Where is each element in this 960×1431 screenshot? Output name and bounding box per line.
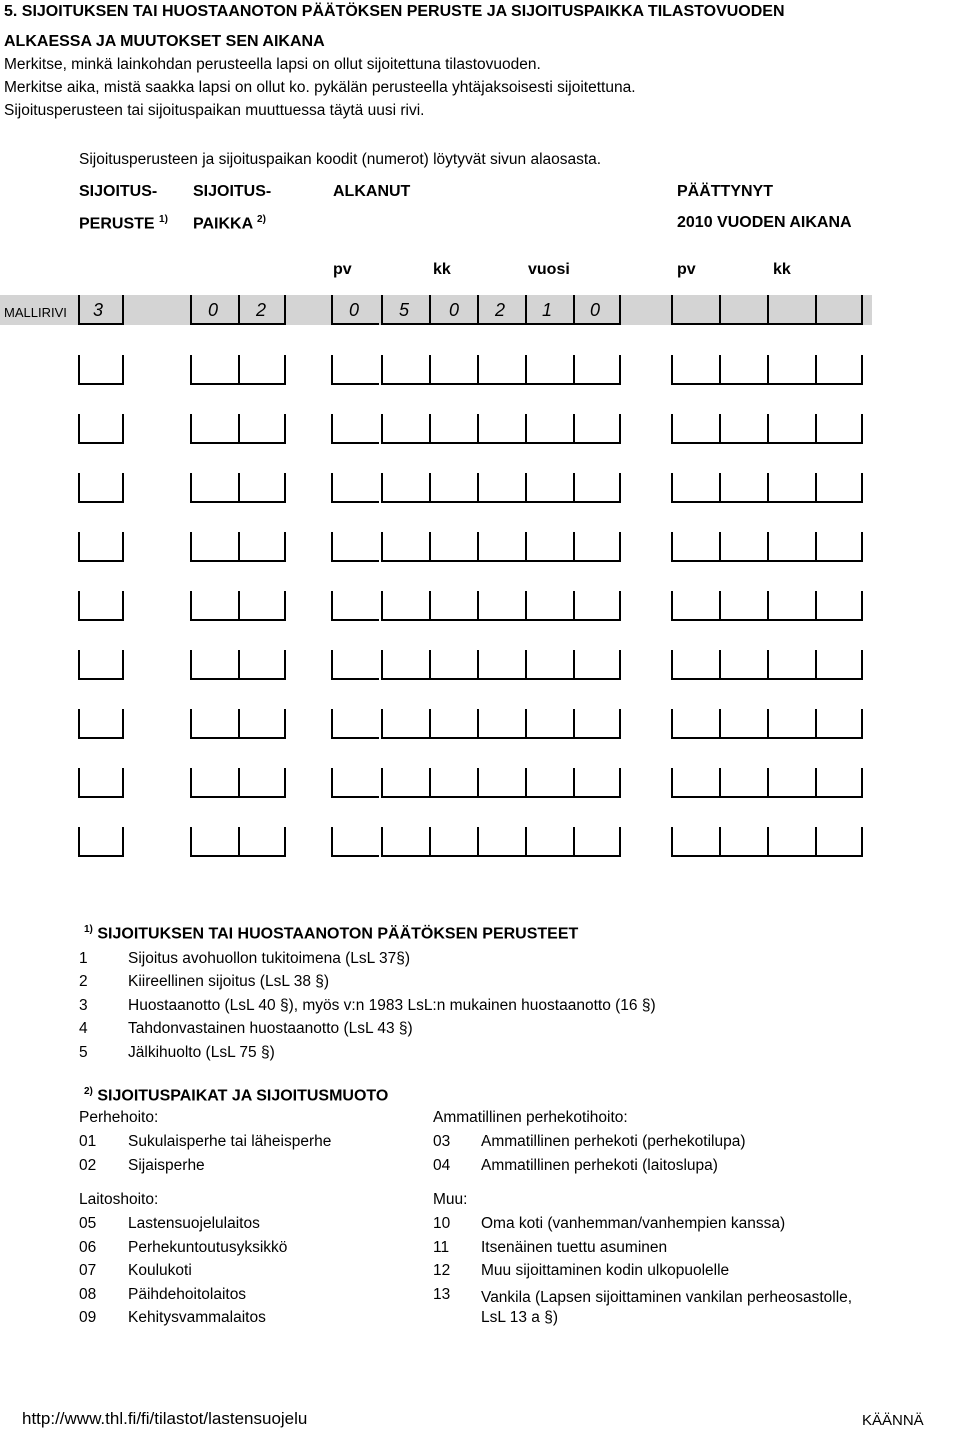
paikka-entry-box[interactable] <box>190 532 238 562</box>
sample-paattynyt-box <box>767 295 815 325</box>
paikka-entry-box[interactable] <box>190 355 238 385</box>
alkanut-entry-box[interactable] <box>525 355 573 385</box>
peruste-entry-box[interactable] <box>78 591 124 621</box>
paikka-code: 01 <box>79 1133 97 1150</box>
paattynyt-entry-box[interactable] <box>719 355 767 385</box>
sample-row-label: MALLIRIVI <box>4 305 67 320</box>
paikka-text: Muu sijoittaminen kodin ulkopuolelle <box>481 1262 730 1279</box>
paattynyt-entry-box[interactable] <box>719 591 767 621</box>
sample-paattynyt-box <box>719 295 767 325</box>
footer-url[interactable]: http://www.thl.fi/fi/tilastot/lastensuojelu <box>22 1409 308 1428</box>
paattynyt-entry-box[interactable] <box>719 473 767 503</box>
header-peruste-line2: PERUSTE $^{1)}$ <box>79 214 168 233</box>
instruction-1: Merkitse, minkä lainkohdan perusteella lapsi on ollut sijoitettuna tilastovuoden. <box>4 56 541 73</box>
paattynyt-entry-box[interactable] <box>767 591 815 621</box>
paikka-code: 10 <box>433 1215 451 1232</box>
peruste-code: 3 <box>79 997 88 1014</box>
peruste-text: Tahdonvastainen huostaanotto (LsL 43 §) <box>128 1020 413 1037</box>
alkanut-entry-box[interactable] <box>429 591 477 621</box>
paikka-code: 05 <box>79 1215 97 1232</box>
alkanut-entry-box[interactable] <box>381 591 429 621</box>
paikka-text: Perhekuntoutusyksikkö <box>128 1239 288 1256</box>
laitoshoito-label: Laitoshoito: <box>79 1191 159 1208</box>
paattynyt-entry-box[interactable] <box>671 532 719 562</box>
paattynyt-entry-box[interactable] <box>719 650 767 680</box>
sample-paattynyt-box <box>815 295 863 325</box>
alkanut-entry-box[interactable] <box>477 768 525 798</box>
alkanut-entry-box[interactable] <box>477 473 525 503</box>
paikka-text: Sukulaisperhe tai läheisperhe <box>128 1133 332 1150</box>
paikka-code: 02 <box>79 1157 97 1174</box>
alkanut-entry-box[interactable] <box>477 355 525 385</box>
alkanut-entry-box[interactable] <box>573 827 621 857</box>
alkanut-entry-box[interactable] <box>477 591 525 621</box>
paattynyt-entry-box[interactable] <box>815 768 863 798</box>
sample-alkanut-box <box>429 295 477 325</box>
alkanut-entry-box[interactable] <box>381 532 429 562</box>
paikka-text: Vankila (Lapsen sijoittaminen vankilan perheosastolle, <box>481 1289 853 1306</box>
paikka-entry-box[interactable] <box>238 355 286 385</box>
peruste-code: 5 <box>79 1044 88 1061</box>
sub-header-vuosi: vuosi <box>528 261 570 278</box>
sample-paattynyt-box <box>671 295 719 325</box>
peruste-entry-box[interactable] <box>78 650 124 680</box>
paattynyt-entry-box[interactable] <box>719 532 767 562</box>
alkanut-entry-box[interactable] <box>525 414 573 444</box>
paikka-entry-box[interactable] <box>238 532 286 562</box>
paikka-text: Päihdehoitolaitos <box>128 1286 247 1303</box>
sample-alkanut-digit: 1 <box>541 300 552 320</box>
paattynyt-entry-box[interactable] <box>815 650 863 680</box>
alkanut-entry-box[interactable] <box>573 414 621 444</box>
paikka-code: 07 <box>79 1262 97 1279</box>
paikka-entry-box[interactable] <box>190 414 238 444</box>
sample-paikka-digit: 0 <box>207 300 218 320</box>
paattynyt-entry-box[interactable] <box>767 473 815 503</box>
alkanut-entry-box[interactable] <box>573 591 621 621</box>
alkanut-entry-box[interactable] <box>331 532 379 562</box>
alkanut-entry-box[interactable] <box>331 473 379 503</box>
alkanut-entry-box[interactable] <box>331 768 379 798</box>
sample-alkanut-digit: 5 <box>398 300 409 320</box>
paattynyt-entry-box[interactable] <box>767 709 815 739</box>
paikka-code: 11 <box>433 1239 450 1256</box>
alkanut-entry-box[interactable] <box>429 709 477 739</box>
sub-header-kk-end: kk <box>773 261 791 278</box>
paattynyt-entry-box[interactable] <box>767 650 815 680</box>
alkanut-entry-box[interactable] <box>525 473 573 503</box>
paattynyt-entry-box[interactable] <box>671 355 719 385</box>
alkanut-entry-box[interactable] <box>429 414 477 444</box>
paikka-code: 03 <box>433 1133 451 1150</box>
alkanut-entry-box[interactable] <box>573 355 621 385</box>
alkanut-entry-box[interactable] <box>525 768 573 798</box>
paikka-entry-box[interactable] <box>190 709 238 739</box>
paattynyt-entry-box[interactable] <box>719 414 767 444</box>
alkanut-entry-box[interactable] <box>477 709 525 739</box>
sub-header-kk: kk <box>433 261 451 278</box>
sample-alkanut-box <box>331 295 379 325</box>
peruste-code: 4 <box>79 1020 88 1037</box>
paikka-entry-box[interactable] <box>238 768 286 798</box>
paikka-code: 13 <box>433 1286 451 1303</box>
paattynyt-entry-box[interactable] <box>719 827 767 857</box>
alkanut-entry-box[interactable] <box>429 827 477 857</box>
alkanut-entry-box[interactable] <box>477 827 525 857</box>
alkanut-entry-box[interactable] <box>573 650 621 680</box>
alkanut-entry-box[interactable] <box>573 768 621 798</box>
alkanut-entry-box[interactable] <box>573 709 621 739</box>
sample-alkanut-box <box>525 295 573 325</box>
header-paattynyt: PÄÄTTYNYT <box>677 183 773 200</box>
paattynyt-entry-box[interactable] <box>671 768 719 798</box>
sample-paikka-digit: 2 <box>255 300 266 320</box>
paattynyt-entry-box[interactable] <box>815 709 863 739</box>
paattynyt-entry-box[interactable] <box>671 414 719 444</box>
alkanut-entry-box[interactable] <box>381 414 429 444</box>
peruste-text: Jälkihuolto (LsL 75 §) <box>128 1044 275 1061</box>
sample-alkanut-box <box>381 295 429 325</box>
paattynyt-entry-box[interactable] <box>815 827 863 857</box>
paattynyt-entry-box[interactable] <box>767 355 815 385</box>
sub-header-pv-end: pv <box>677 261 696 278</box>
alkanut-entry-box[interactable] <box>331 709 379 739</box>
alkanut-entry-box[interactable] <box>331 650 379 680</box>
header-paikka-line1: SIJOITUS- <box>193 183 272 200</box>
alkanut-entry-box[interactable] <box>429 650 477 680</box>
ammatillinen-label: Ammatillinen perhekotihoito: <box>433 1109 628 1126</box>
paikka-entry-box[interactable] <box>190 768 238 798</box>
paattynyt-entry-box[interactable] <box>767 414 815 444</box>
paikka-entry-box[interactable] <box>238 473 286 503</box>
peruste-code: 1 <box>79 950 88 967</box>
header-paikka-line2: PAIKKA $^{2)}$ <box>193 214 266 233</box>
paattynyt-entry-box[interactable] <box>671 650 719 680</box>
alkanut-entry-box[interactable] <box>381 650 429 680</box>
sub-header-pv: pv <box>333 261 352 278</box>
peruste-entry-box[interactable] <box>78 827 124 857</box>
paattynyt-entry-box[interactable] <box>671 591 719 621</box>
paattynyt-entry-box[interactable] <box>767 532 815 562</box>
paikka-text: Koulukoti <box>128 1262 192 1279</box>
paattynyt-entry-box[interactable] <box>767 827 815 857</box>
section-title: 5. SIJOITUKSEN TAI HUOSTAANOTON PÄÄTÖKSEN PERUSTE JA SIJOITUSPAIKKA TILASTOVUODEN <box>4 3 785 20</box>
turn-page-label: KÄÄNNÄ <box>862 1412 924 1429</box>
alkanut-entry-box[interactable] <box>381 473 429 503</box>
paikka-entry-box[interactable] <box>238 591 286 621</box>
peruste-entry-box[interactable] <box>78 709 124 739</box>
alkanut-entry-box[interactable] <box>525 709 573 739</box>
paikka-entry-box[interactable] <box>238 650 286 680</box>
alkanut-entry-box[interactable] <box>525 650 573 680</box>
sample-paikka-box <box>238 295 286 325</box>
alkanut-entry-box[interactable] <box>573 473 621 503</box>
sample-alkanut-digit: 0 <box>348 300 359 320</box>
instruction-3: Sijoitusperusteen tai sijoituspaikan muuttuessa täytä uusi rivi. <box>4 102 425 119</box>
alkanut-entry-box[interactable] <box>525 532 573 562</box>
alkanut-entry-box[interactable] <box>381 827 429 857</box>
sample-paikka-box <box>190 295 238 325</box>
paikka-entry-box[interactable] <box>238 709 286 739</box>
peruste-text: Sijoitus avohuollon tukitoimena (LsL 37§) <box>128 950 411 967</box>
paattynyt-entry-box[interactable] <box>815 414 863 444</box>
sample-peruste-digit: 3 <box>92 300 103 320</box>
peruste-text: Huostaanotto (LsL 40 §), myös v:n 1983 LsL:n mukainen huostaanotto (16 §) <box>128 997 656 1014</box>
alkanut-entry-box[interactable] <box>331 414 379 444</box>
paikka-text: Itsenäinen tuettu asuminen <box>481 1239 668 1256</box>
sample-alkanut-box <box>573 295 621 325</box>
sample-alkanut-digit: 0 <box>448 300 459 320</box>
alkanut-entry-box[interactable] <box>381 768 429 798</box>
alkanut-entry-box[interactable] <box>429 532 477 562</box>
peruste-entry-box[interactable] <box>78 355 124 385</box>
alkanut-entry-box[interactable] <box>525 827 573 857</box>
sample-alkanut-box <box>477 295 525 325</box>
paattynyt-entry-box[interactable] <box>815 473 863 503</box>
paikka-text: Ammatillinen perhekoti (perhekotilupa) <box>481 1133 746 1150</box>
paikka-text: Lastensuojelulaitos <box>128 1215 260 1232</box>
paikka-entry-box[interactable] <box>238 827 286 857</box>
paikka-code: 04 <box>433 1157 451 1174</box>
peruste-code: 2 <box>79 973 88 990</box>
paikka-text-cont: LsL 13 a §) <box>481 1309 558 1326</box>
sample-peruste-box <box>78 295 124 325</box>
paattynyt-entry-box[interactable] <box>719 768 767 798</box>
footnote1-heading: $^{1)}$ SIJOITUKSEN TAI HUOSTAANOTON PÄÄTÖKSEN PERUSTEET <box>84 924 579 943</box>
paattynyt-entry-box[interactable] <box>815 591 863 621</box>
alkanut-entry-box[interactable] <box>429 768 477 798</box>
paikka-code: 08 <box>79 1286 97 1303</box>
paikka-entry-box[interactable] <box>190 473 238 503</box>
sample-alkanut-digit: 2 <box>494 300 505 320</box>
peruste-entry-box[interactable] <box>78 532 124 562</box>
header-peruste-line1: SIJOITUS- <box>79 183 158 200</box>
paattynyt-entry-box[interactable] <box>671 473 719 503</box>
peruste-entry-box[interactable] <box>78 414 124 444</box>
section-title-cont: ALKAESSA JA MUUTOKSET SEN AIKANA <box>4 33 325 50</box>
alkanut-entry-box[interactable] <box>331 355 379 385</box>
paikka-code: 09 <box>79 1309 97 1326</box>
sample-alkanut-digit: 0 <box>589 300 600 320</box>
alkanut-entry-box[interactable] <box>331 591 379 621</box>
footnote2-heading: $^{2)}$ SIJOITUSPAIKAT JA SIJOITUSMUOTO <box>84 1086 389 1105</box>
peruste-entry-box[interactable] <box>78 768 124 798</box>
alkanut-entry-box[interactable] <box>429 473 477 503</box>
paikka-entry-box[interactable] <box>238 414 286 444</box>
paattynyt-entry-box[interactable] <box>815 355 863 385</box>
perhehoito-label: Perhehoito: <box>79 1109 159 1126</box>
paikka-text: Kehitysvammalaitos <box>128 1309 266 1326</box>
paattynyt-entry-box[interactable] <box>671 827 719 857</box>
alkanut-entry-box[interactable] <box>381 355 429 385</box>
instruction-2: Merkitse aika, mistä saakka lapsi on ollut ko. pykälän perusteella yhtäjaksoisesti sijoitettuna. <box>4 79 636 96</box>
paikka-entry-box[interactable] <box>190 591 238 621</box>
paattynyt-entry-box[interactable] <box>719 709 767 739</box>
paikka-code: 06 <box>79 1239 97 1256</box>
peruste-text: Kiireellinen sijoitus (LsL 38 §) <box>128 973 330 990</box>
alkanut-entry-box[interactable] <box>573 532 621 562</box>
alkanut-entry-box[interactable] <box>477 414 525 444</box>
alkanut-entry-box[interactable] <box>331 827 379 857</box>
paikka-entry-box[interactable] <box>190 827 238 857</box>
codes-note: Sijoitusperusteen ja sijoituspaikan koodit (numerot) löytyvät sivun alaosasta. <box>79 151 602 168</box>
paattynyt-entry-box[interactable] <box>815 532 863 562</box>
header-alkanut: ALKANUT <box>333 183 411 200</box>
alkanut-entry-box[interactable] <box>477 650 525 680</box>
paikka-text: Ammatillinen perhekoti (laitoslupa) <box>481 1157 718 1174</box>
peruste-entry-box[interactable] <box>78 473 124 503</box>
paattynyt-entry-box[interactable] <box>671 709 719 739</box>
paikka-entry-box[interactable] <box>190 650 238 680</box>
alkanut-entry-box[interactable] <box>429 355 477 385</box>
paikka-text: Oma koti (vanhemman/vanhempien kanssa) <box>481 1215 786 1232</box>
alkanut-entry-box[interactable] <box>477 532 525 562</box>
paikka-code: 12 <box>433 1262 451 1279</box>
paattynyt-entry-box[interactable] <box>767 768 815 798</box>
muu-label: Muu: <box>433 1191 468 1208</box>
header-paattynyt-year: 2010 VUODEN AIKANA <box>677 214 852 231</box>
alkanut-entry-box[interactable] <box>381 709 429 739</box>
paikka-text: Sijaisperhe <box>128 1157 205 1174</box>
alkanut-entry-box[interactable] <box>525 591 573 621</box>
